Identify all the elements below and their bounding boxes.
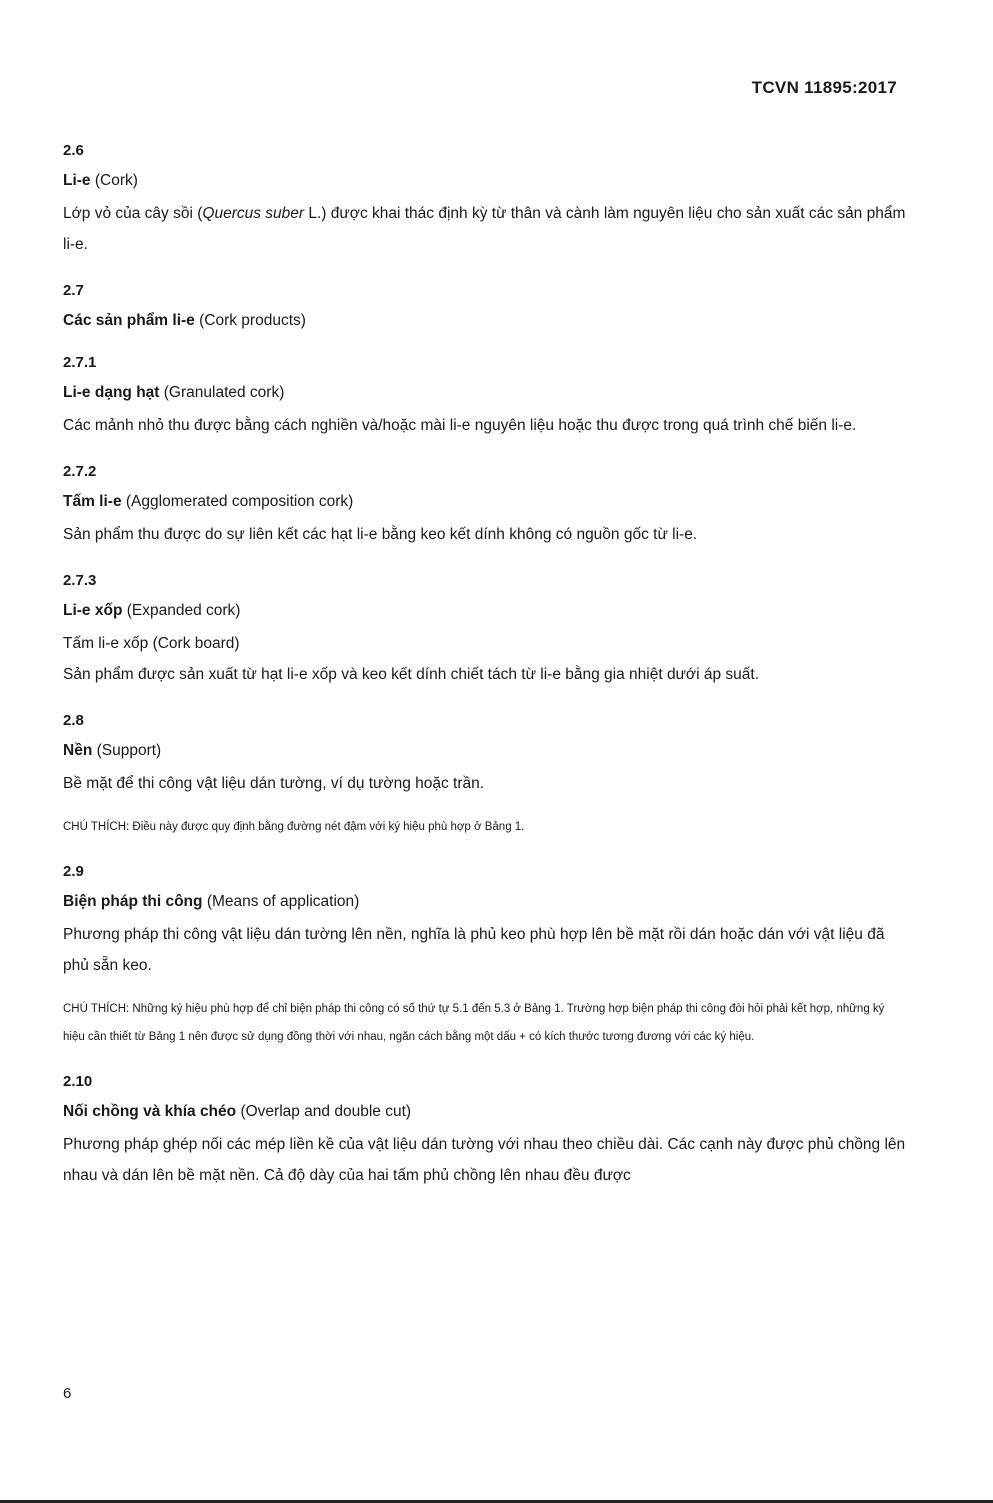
section-number: 2.7.1 <box>63 354 97 371</box>
note: CHÚ THÍCH: Những ký hiệu phù hợp để chỉ biện pháp thi công có số thứ tự 5.1 đến 5.3 ở Bảng 1. Trường hợp biện pháp thi công đòi hỏi phải kết hợp, những ký hiệu cần thiết từ Bảng 1 nên được sử dụng đồng thời với nhau, ngăn cách bằng một dấu + có kích thước tương đương với các ký hiệu. <box>63 1003 885 1043</box>
term-vi: Li-e dạng hạt <box>63 384 160 401</box>
term-vi: Nối chồng và khía chéo <box>63 1103 237 1120</box>
definition: Phương pháp ghép nối các mép liền kề của vật liệu dán tường với nhau theo chiều dài. Các cạnh này được phủ chồng lên nhau và dán lên bề mặt nền. Cả độ dày của hai tấm phủ chồng lên nhau đều được <box>63 1136 906 1184</box>
page-number: 6 <box>63 1385 72 1402</box>
term-en: (Agglomerated composition cork) <box>125 493 354 510</box>
term-line <box>63 310 908 332</box>
section-number: 2.7 <box>63 282 84 299</box>
definition: Sản phẩm được sản xuất từ hạt li-e xốp và keo kết dính chiết tách từ li-e bằng gia nhiệt dưới áp suất. <box>63 666 760 683</box>
term-line <box>63 891 908 913</box>
alternate-term: Tấm li-e xốp (Cork board) <box>63 635 240 652</box>
section-2-7-3 <box>63 570 908 690</box>
definition: Phương pháp thi công vật liệu dán tường lên nền, nghĩa là phủ keo phù hợp lên bề mặt rồi dán hoặc dán với vật liệu đã phủ sẵn keo. <box>63 926 885 974</box>
term-line <box>63 1101 908 1123</box>
term-line <box>63 491 908 513</box>
definition: Sản phẩm thu được do sự liên kết các hạt li-e bằng keo kết dính không có nguồn gốc từ li-e. <box>63 526 698 543</box>
definition: Các mảnh nhỏ thu được bằng cách nghiền và/hoặc mài li-e nguyên liệu hoặc thu được trong quá trình chế biến li-e. <box>63 417 857 434</box>
section-number: 2.6 <box>63 142 84 159</box>
term-line <box>63 740 908 762</box>
term-vi: Li-e <box>63 172 91 189</box>
section-2-8 <box>63 710 908 841</box>
note: CHÚ THÍCH: Điều này được quy định bằng đường nét đậm với ký hiệu phù hợp ở Bảng 1. <box>63 821 525 833</box>
section-number: 2.10 <box>63 1073 93 1090</box>
section-2-7 <box>63 280 908 332</box>
term-en: (Overlap and double cut) <box>240 1103 412 1120</box>
term-vi: Tấm li-e <box>63 493 122 510</box>
section-number: 2.8 <box>63 712 84 729</box>
definition-part: L.) được khai thác định kỳ từ thân và cành làm nguyên liệu cho sản xuất các sản phẩm li-e. <box>63 205 906 253</box>
term-en: (Cork products) <box>199 312 306 329</box>
term-en: (Support) <box>96 742 162 759</box>
section-2-7-1 <box>63 352 908 441</box>
definition: Bề mặt để thi công vật liệu dán tường, ví dụ tường hoặc trần. <box>63 775 485 792</box>
document-code: TCVN 11895:2017 <box>751 78 897 97</box>
term-en: (Means of application) <box>206 893 360 910</box>
section-number: 2.7.2 <box>63 463 97 480</box>
section-2-9 <box>63 861 908 1051</box>
term-en: (Granulated cork) <box>163 384 285 401</box>
section-2-10 <box>63 1071 908 1191</box>
definition <box>63 198 908 260</box>
term-vi: Biện pháp thi công <box>63 893 203 910</box>
term-line <box>63 170 908 192</box>
term-vi: Li-e xốp <box>63 602 123 619</box>
section-number: 2.7.3 <box>63 572 97 589</box>
term-line <box>63 600 908 622</box>
term-en: (Cork) <box>94 172 138 189</box>
scientific-name: Quercus suber <box>202 205 305 222</box>
section-2-6 <box>63 140 908 260</box>
section-number: 2.9 <box>63 863 84 880</box>
term-en: (Expanded cork) <box>126 602 241 619</box>
term-line <box>63 382 908 404</box>
content <box>63 140 908 1211</box>
section-2-7-2 <box>63 461 908 550</box>
term-vi: Nền <box>63 742 93 759</box>
definition-part: Lớp vỏ của cây sồi ( <box>63 205 203 222</box>
term-vi: Các sản phẩm li-e <box>63 312 195 329</box>
